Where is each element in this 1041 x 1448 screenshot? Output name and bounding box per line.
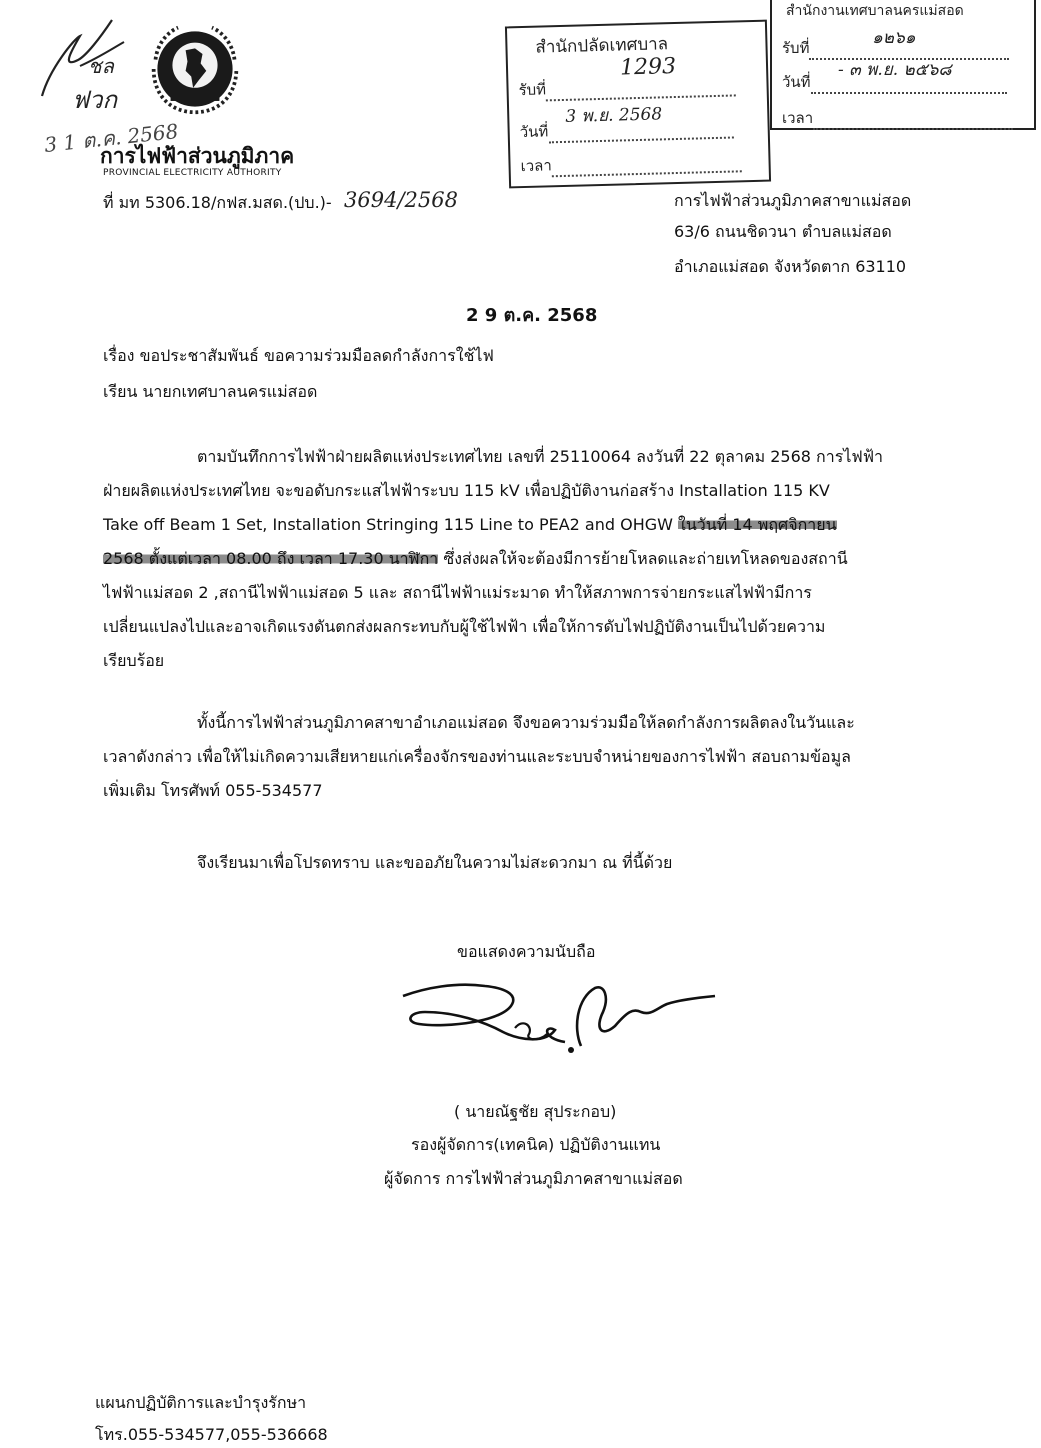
stamp-date-label: วันที่ (782, 73, 811, 91)
letter-subject: เรื่อง ขอประชาสัมพันธ์ ขอความร่วมมือลดกำลังการใช้ไฟ (103, 346, 494, 365)
body-line (103, 440, 883, 474)
pea-logo-icon (148, 22, 242, 116)
closing-salutation: ขอแสดงความนับถือ (457, 942, 596, 961)
body-text: เวลาดังกล่าว เพื่อให้ไม่เกิดความเสียหายแก่เครื่องจักรของท่านและระบบจำหน่ายของการไฟฟ้า สอบถามข้อมูล (103, 747, 851, 766)
stamp-city-office (770, 0, 1036, 130)
body-paragraph-1 (103, 440, 883, 678)
stamp-time-label: เวลา (782, 109, 814, 127)
sender-address-line1: การไฟฟ้าส่วนภูมิภาคสาขาแม่สอด (674, 191, 912, 210)
body-text: Take off Beam 1 Set, Installation Stringing 115 Line to PEA2 and OHGW (103, 515, 673, 534)
stamp-received-label: รับที่ (782, 39, 810, 57)
stamp-date-label: วันที่ (519, 122, 549, 142)
signer-title-2: ผู้จัดการ การไฟฟ้าส่วนภูมิภาคสาขาแม่สอด (384, 1169, 683, 1188)
stamp-title: สำนักปลัดเทศบาล (535, 34, 669, 58)
body-line (103, 474, 883, 508)
highlighted-date-text: ในวันที่ 14 พฤศจิกายน (678, 515, 837, 534)
signer-title-1: รองผู้จัดการ(เทคนิค) ปฏิบัติงานแทน (411, 1135, 661, 1154)
dotted-line (552, 156, 742, 177)
body-line (103, 740, 855, 774)
stamp-time-row (782, 106, 1013, 130)
body-text: ฝ่ายผลิตแห่งประเทศไทย จะขอดับกระแสไฟฟ้าระบบ 115 kV เพื่อปฏิบัติงานก่อสร้าง Installation 115 KV (103, 481, 830, 500)
body-line (103, 508, 883, 542)
stamp-time-row (520, 148, 742, 178)
dotted-line (546, 80, 736, 101)
body-line (103, 774, 855, 808)
stamp-title: สำนักงานเทศบาลนครแม่สอด (786, 3, 964, 19)
body-line (103, 610, 883, 644)
signer-name: ( นายณัฐชัย สุประกอบ) (454, 1102, 617, 1121)
reference-label: ที่ มท 5306.18/กฟส.มสด.(ปบ.)- (103, 193, 332, 212)
body-text: ทั้งนี้การไฟฟ้าส่วนภูมิภาคสาขาอำเภอแม่สอด จึงขอความร่วมมือให้ลดกำลังการผลิตลงในวันและ (197, 713, 855, 732)
stamp-municipality-office (505, 20, 771, 189)
body-line (103, 542, 883, 576)
stamp-received-number: ๑๒๖๑ (872, 28, 916, 48)
body-line (103, 706, 855, 740)
letter-recipient: เรียน นายกเทศบาลนครแม่สอด (103, 382, 318, 401)
stamp-received-label: รับที่ (518, 80, 547, 100)
stamp-date-value: - ๓ พ.ย. ๒๕๖๘ (838, 60, 952, 80)
body-paragraph-3: จึงเรียนมาเพื่อโปรดทราบ และขออภัยในความไม่สะดวกมา ณ ที่นี้ด้วย (197, 853, 673, 872)
sender-address-line3: อำเภอแม่สอด จังหวัดตาก 63110 (674, 257, 907, 276)
sender-address-line2: 63/6 ถนนชิดวนา ตำบลแม่สอด (674, 222, 892, 241)
letter-date: 2 9 ต.ค. 2568 (466, 305, 598, 326)
body-text: ตามบันทึกการไฟฟ้าฝ่ายผลิตแห่งประเทศไทย เลขที่ 25110064 ลงวันที่ 22 ตุลาคม 2568 การไฟฟ้า (197, 447, 884, 466)
body-text: เรียบร้อย (103, 651, 165, 670)
highlighted-time-text: 2568 ตั้งแต่เวลา 08.00 ถึง เวลา 17.30 นาฬิกา (103, 549, 439, 568)
reference-number: 3694/2568 (344, 188, 458, 212)
body-line (103, 644, 883, 678)
body-text: เปลี่ยนแปลงไปและอาจเกิดแรงดันตกส่งผลกระทบกับผู้ใช้ไฟฟ้า เพื่อให้การดับไฟปฏิบัติงานเป็นไปด้วยความ (103, 617, 826, 636)
org-name-english: PROVINCIAL ELECTRICITY AUTHORITY (103, 168, 282, 178)
handwritten-note: ฟวก (72, 86, 117, 114)
stamp-received-number: 1293 (619, 53, 677, 81)
footer-department: แผนกปฏิบัติการและบำรุงรักษา (95, 1393, 307, 1412)
body-text: ไฟฟ้าแม่สอด 2 ,สถานีไฟฟ้าแม่สอด 5 และ สถานีไฟฟ้าแม่ระมาด ทำให้สภาพการจ่ายกระแสไฟฟ้ามีการ (103, 583, 812, 602)
received-date-stamp: 3 1 ต.ค. 2568 (43, 119, 180, 157)
stamp-time-label: เวลา (520, 156, 552, 176)
body-text: ซึ่งส่งผลให้จะต้องมีการย้ายโหลดและถ่ายเทโหลดของสถานี (438, 549, 848, 568)
dotted-line (813, 114, 1013, 130)
stamp-date-value: 3 พ.ย. 2568 (565, 104, 663, 127)
org-name-thai: การไฟฟ้าส่วนภูมิภาค (100, 144, 295, 168)
handwritten-initial: ชล (88, 54, 114, 78)
signature-icon (395, 968, 725, 1068)
body-paragraph-2 (103, 706, 855, 808)
body-line (103, 576, 883, 610)
body-text: เพิ่มเติม โทรศัพท์ 055-534577 (103, 781, 323, 800)
footer-phone: โทร.055-534577,055-536668 (95, 1425, 328, 1444)
